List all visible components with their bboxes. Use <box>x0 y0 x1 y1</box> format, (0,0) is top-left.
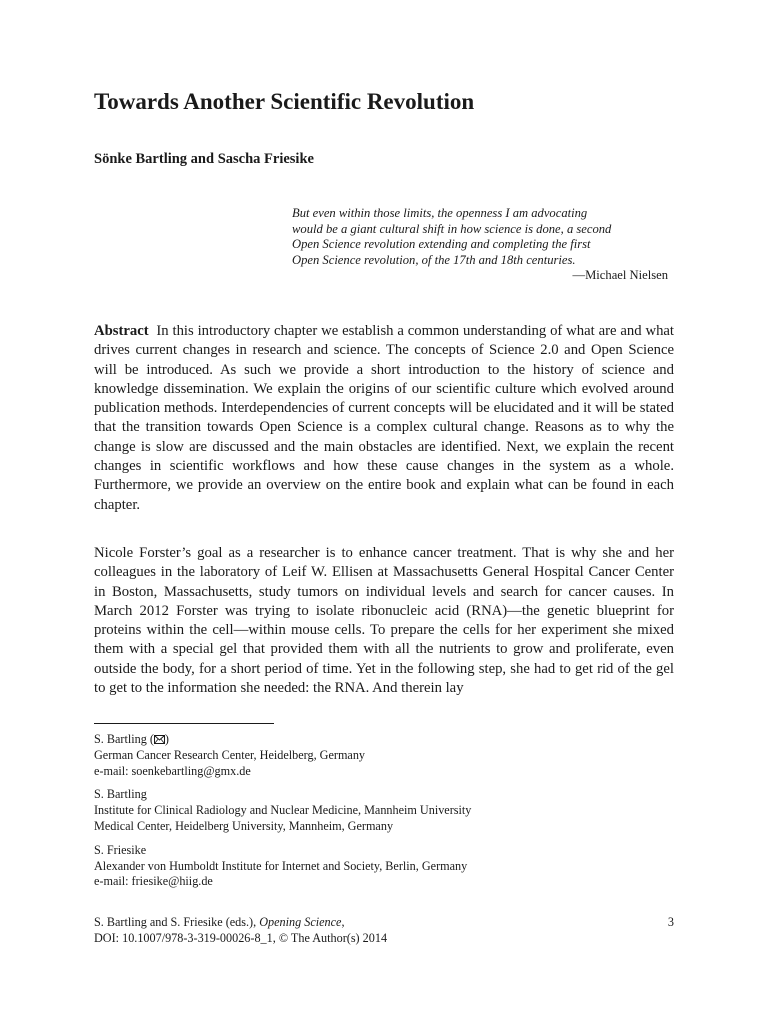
affiliation-line: Institute for Clinical Radiology and Nuclear Medicine, Mannheim University <box>94 803 472 818</box>
affiliation-bartling-corresponding <box>94 732 674 779</box>
affiliations <box>94 732 674 898</box>
page-footer <box>94 914 674 946</box>
body-paragraph: Nicole Forster’s goal as a researcher is to enhance cancer treatment. That is why she and her colleagues in the laboratory of Leif W. Ellisen at Massachusetts General Hospital Cancer Center in Boston, Massachusetts, study tumors on individual levels and search for cancer causes. In March 2012 Forster was trying to isolate ribonucleic acid (RNA)—the genetic blueprint for proteins within the cell—within mouse cells. To prepare the cells for her experiment she mixed them with a special gel that provided them with all the nutrients to grow and proliferate, even outside the body, for a short period of time. Yet in the following step, she had to get rid of the gel to get to the information she needed: the RNA. And therein lay <box>94 545 674 697</box>
epigraph-line: Open Science revolution, of the 17th and 18th centuries. <box>292 252 576 267</box>
affiliation-friesike <box>94 843 674 890</box>
book-title: Opening Science <box>259 915 342 929</box>
affiliation-bartling-mannheim <box>94 787 674 834</box>
abstract-label: Abstract <box>94 323 149 339</box>
envelope-icon <box>154 735 165 744</box>
epigraph-line: But even within those limits, the openness I am advocating <box>292 206 588 220</box>
affiliation-name: S. Bartling <box>94 787 147 802</box>
abstract <box>94 322 674 515</box>
epigraph-line: Open Science revolution extending and completing the first <box>292 237 591 252</box>
affiliation-name: S. Bartling ( ) <box>94 732 169 746</box>
affiliation-line: Alexander von Humboldt Institute for Internet and Society, Berlin, Germany <box>94 858 468 873</box>
footnote-divider <box>94 723 274 724</box>
epigraph-quote <box>292 206 674 268</box>
affiliation-email: e-mail: friesike@hiig.de <box>94 874 213 889</box>
affiliation-name: S. Friesike <box>94 842 147 857</box>
affiliation-line: Medical Center, Heidelberg University, Mannheim, Germany <box>94 818 394 833</box>
citation: S. Bartling and S. Friesike (eds.), Opening Science, <box>94 915 345 929</box>
doi-line: DOI: 10.1007/978-3-319-00026-8_1, © The Author(s) 2014 <box>94 931 388 945</box>
chapter-authors: Sönke Bartling and Sascha Friesike <box>94 151 314 167</box>
affiliation-line: German Cancer Research Center, Heidelberg, Germany <box>94 747 366 762</box>
affiliation-email: e-mail: soenkebartling@gmx.de <box>94 763 251 778</box>
chapter-title: Towards Another Scientific Revolution <box>94 89 475 114</box>
epigraph <box>292 206 674 284</box>
epigraph-attribution: —Michael Nielsen <box>572 268 668 283</box>
page-number: 3 <box>667 915 674 929</box>
epigraph-line: would be a giant cultural shift in how science is done, a second <box>292 221 612 236</box>
abstract-text: In this introductory chapter we establish a common understanding of what are and what drives current changes in research and science. The concepts of Science 2.0 and Open Science will be introduced. As such we provide a short introduction to the history of science and knowledge dissemination. We explain the origins of our scientific culture which evolved around publication methods. Interdependencies of current concepts will be elucidated and it will be stated that the transition towards Open Science is a complex cultural change. Reasons as to why the change is slow are discussed and the main obstacles are identified. Next, we explain the recent changes in scientific workflows and how these cause changes in the system as a whole. Furthermore, we provide an overview on the entire book and explain what can be found in each chapter. <box>94 323 675 513</box>
